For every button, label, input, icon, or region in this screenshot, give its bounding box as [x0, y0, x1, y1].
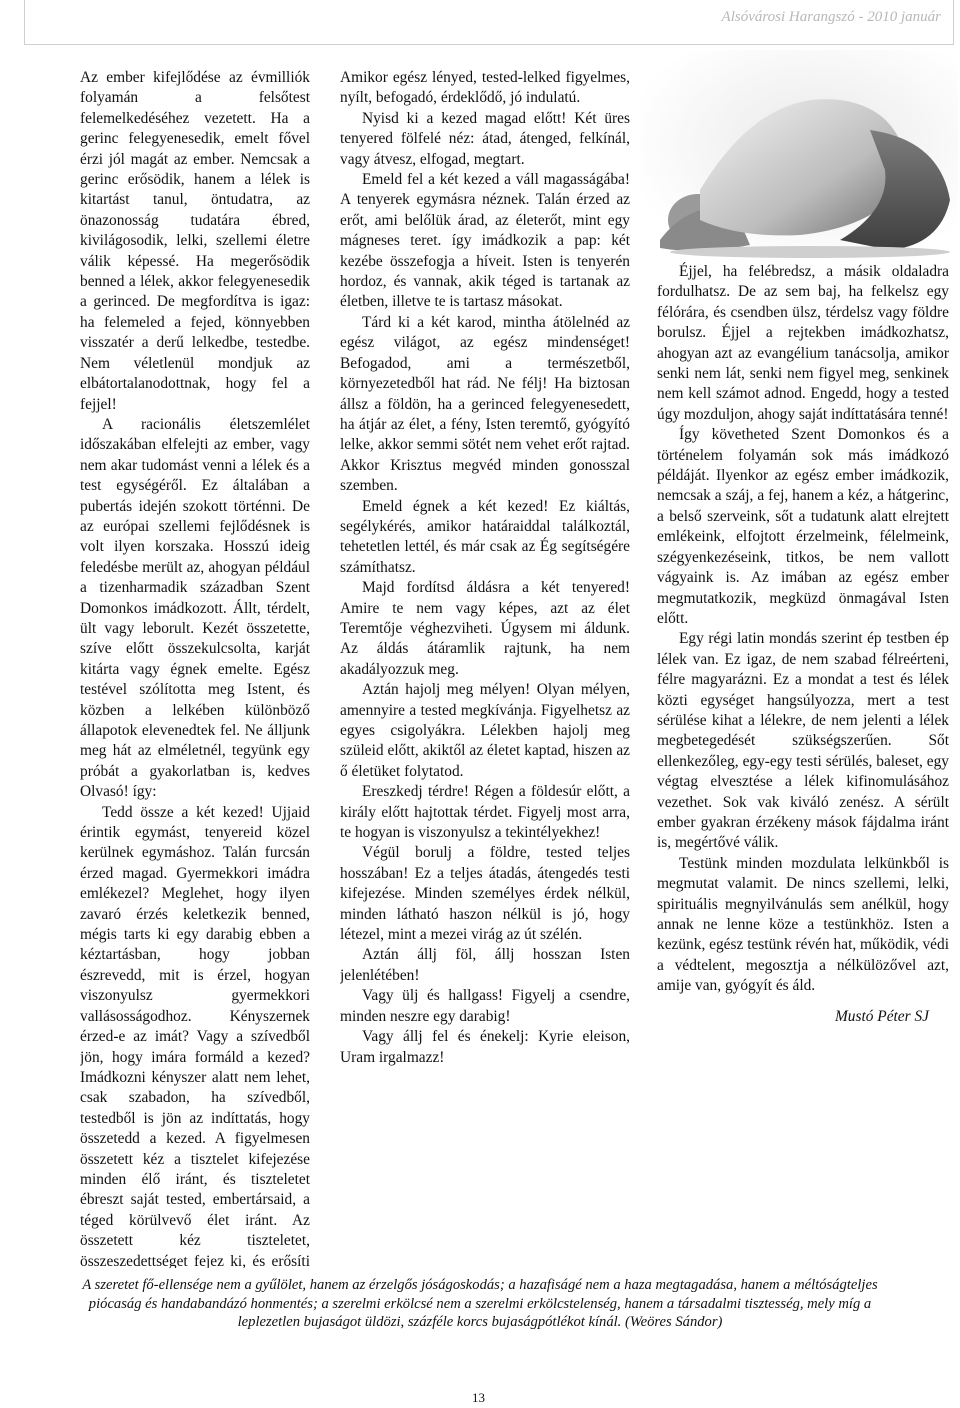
paragraph: Vagy ülj és hallgass! Figyelj a csendre, minden neszre egy darabig! [340, 987, 630, 1025]
paragraph: Nyisd ki a kezed magad előtt! Két üres tenyered fölfelé néz: átad, átenged, felkínál, vagy átvesz, elfogad, megtart. [340, 109, 630, 168]
paragraph: Tárd ki a két karod, mintha átölelnéd az egész világot, az egész mindenséget! Befogadod, ami a természetből, környezetedből hat rád. Ne félj! Ha biztosan állsz a földön, ha a gerinced felegyenesedett, ha átjár az élet, a fény, Isten teremtő, gyógyító lelke, akkor semmi sötét nem vehet erőt rajtad. Akkor Krisztus megvéd minden gonosszal szemben. [340, 313, 630, 495]
paragraph: Amikor egész lényed, tested-lelked figyelmes, nyílt, befogadó, érdeklődő, jó indulatú. [340, 69, 630, 107]
closing-quote: A szeretet fő-ellensége nem a gyűlölet, hanem az érzelgős jóságoskodás; a hazafiságé nem a haza megtagadása, hanem a méltóságteljes piócaság és handabandázó honmentés; a szerelmi erkölcsé nem a szerelmi erkölcstelenség, hanem a társadalmi tisztesség, mely míg a leplezetlen bujaságot üldözi, százféle korcs bujaságpótlékot kínál. (Weöres Sándor) [82, 1277, 878, 1330]
paragraph: Testünk minden mozdulata lelkünkből is megmutat valamit. De nincs szellemi, lelki, spirituális megnyilvánulás sem anélkül, hogy annak ne lenne köze a testünkhöz. Isten a kezünk, egész testünk révén hat, működik, védi a védtelent, megosztja a nélkülözővel azt, amije van, gyógyít és áld. [657, 854, 949, 995]
author-signature: Mustó Péter SJ [834, 1007, 929, 1025]
article-column-1 [80, 68, 310, 1268]
paragraph: Majd fordítsd áldásra a két tenyered! Amire te nem vagy képes, azt az élet Teremtője véghezviheti. Úgysem mi áldunk. Az áldás átáramlik rajtunk, ha nem akadályozzuk meg. [340, 579, 630, 678]
paragraph: Végül borulj a földre, tested teljes hosszában! Ez a teljes átadás, átengedés testi kifejezése. Minden személyes érdek nélkül, minden látható haszon nélkül is jó, hogy létezel, mint a mezei virág az út szélén. [340, 844, 630, 944]
paragraph: Tedd össze a két kezed! Ujjaid érintik egymást, tenyereid közel kerülnek egymáshoz. Talán furcsán érzed magad. Gyermekkori imádra emlékezel? Meglehet, hogy ilyen zavaró érzés keletkezik benned, mégis tarts ki egy darabig ebben a kéztartásban, hogy jobban észrevedd, mit is érzel, hogyan viszonyulsz gyermekkori vallásosságodhoz. Kényszernek érzed-e az imát? Vagy a szívedből jön, hogy imára formáld a kezed? Imádkozni kényszer alatt nem lehet, csak szabadon, ha szívedből, testedből is jön az indíttatás, hogy összetedd a kezed. A figyelmesen összetett kéz a tisztelet kifejezése minden élő iránt, és tiszteletet ébreszt saját tested, embertársaid, a téged körülvevő élet iránt. Az összetett kéz tiszteletet, összeszedettséget fejez ki, és erősíti [80, 803, 310, 1268]
paragraph: A racionális életszemlélet időszakában elfelejti az ember, vagy nem akar tudomást venni a lélek és a test egységéről. Ez általában a pubertás idején szokott történni. De az európai szellemi fejlődésnek is volt ilyen korszaka. Hosszú ideig feledésbe merült az, ahogyan például a tizenharmadik században Szent Domonkos imádkozott. Állt, térdelt, ült vagy leborult. Kezét összetette, szíve előtt összekulcsolta, karját kitárta vagy égnek emelte. Egész testével szólította meg Istent, és közben a lelkében különböző állapotok elevenedtek fel. Ne álljunk meg hát az elméletnél, tegyünk egy próbát a gyakorlatban is, kedves Olvasó! így: [80, 415, 310, 801]
paragraph: Ereszkedj térdre! Régen a földesúr előtt, a király előtt hajtottak térdet. Figyelj most arra, te hogyan is viszonyulsz a tekintélyekhez! [340, 783, 630, 842]
paragraph: Egy régi latin mondás szerint ép testben ép lélek van. Ez igaz, de nem szabad félreérteni, félre magyarázni. Ez a mondat a test és lélek közti egységet hangsúlyozza, mert a test sérülése kihat a lélekre, de nem jelenti a lélek megbetegedését szükségszerűen. Sőt ellenkezőleg, egy-egy testi sérülés, baleset, egy végtag elvesztése a lélek kifinomulásához vezethet. Sok vak kiváló zenész. A sérült ember gyakran érzékeny mások fájdalma iránt is, megértővé válik. [657, 630, 949, 852]
paragraph: Aztán hajolj meg mélyen! Olyan mélyen, amennyire a tested megkívánja. Figyelhetsz az egyes csigolyákra. Lélekben hajolj meg szüleid előtt, akiktől az életet kaptad, hiszen az ő életüket folytatod. [340, 681, 630, 780]
article-column-2 [340, 68, 630, 1268]
kneeling-man-photo [640, 50, 958, 258]
paragraph: Emeld fel a két kezed a váll magasságába! A tenyerek egymásra néznek. Talán érzed az erőt, ami belőlük árad, az életerőt, mint egy mágneses teret. így imádkozik a pap: két kezébe összefogja a híveit. Isten is tenyerén hordoz, és vannak, akik téged is tartanak az életben, illetve te is tartasz másokat. [340, 171, 630, 311]
paragraph: Az ember kifejlődése az évmilliók folyamán a felsőtest felemelkedéséhez vezetett. Ha a gerinc felegyenesedik, emelt fővel érzi jól magát az ember. Nemcsak a gerinc erősödik, hanem a lélek is kitartást tanul, öntudatra, az önazonosság tudatára ébred, kivilágosodik, lelki, szellemi életre válik képessé. Ha megerősödik benned a lélek, akkor felegyenesedik a gerinced. De megfordítva is igaz: ha felemeled a fejed, könnyebben visszatér a derű lelkedbe, testedbe. Nem véletlenül mondjuk az elbátortalanodottnak, hogy fel a fejjel! [80, 69, 310, 413]
page-header [24, 0, 954, 45]
paragraph: Aztán állj föl, állj hosszan Isten jelenlétében! [340, 946, 630, 984]
paragraph: Emeld égnek a két kezed! Ez kiáltás, segélykérés, amikor határaiddal találkoztál, tehetetlen lettél, és már csak az Ég segítségére számíthatsz. [340, 497, 630, 576]
page-number: 13 [472, 1390, 485, 1405]
running-title: Alsóvárosi Harangszó - 2010 január [721, 9, 941, 25]
paragraph: Így követheted Szent Domonkos és a történelem folyamán sok más imádkozó példáját. Ilyenkor az egész ember imádkozik, nemcsak a száj, a fej, hanem a kéz, a hátgerinc, a belső szerveink, sőt a tudatunk alatt elrejtett emlékeink, elfojtott érzelmeink, félelmeink, szégyenkezéseink, titkos, be nem vallott vágyaink is. Az imában az egész ember megmutatkozik, megküzd önmagával Isten előtt. [657, 426, 949, 627]
paragraph: Éjjel, ha felébredsz, a másik oldaladra fordulhatsz. De az sem baj, ha felkelsz egy félórára, és csendben ülsz, térdelsz vagy földre borulsz. Éjjel a rejtekben imádkozhatsz, ahogyan azt az evangélium tanácsolja, amikor senki nem lát, senki nem figyel meg, senkinek nem kell számot adnod. Engedd, hogy a tested úgy mozduljon, ahogy saját indíttatására tenné! [657, 263, 949, 423]
paragraph: Vagy állj fel és énekelj: Kyrie eleison, Uram irgalmazz! [340, 1028, 630, 1066]
article-column-3 [657, 262, 949, 1162]
